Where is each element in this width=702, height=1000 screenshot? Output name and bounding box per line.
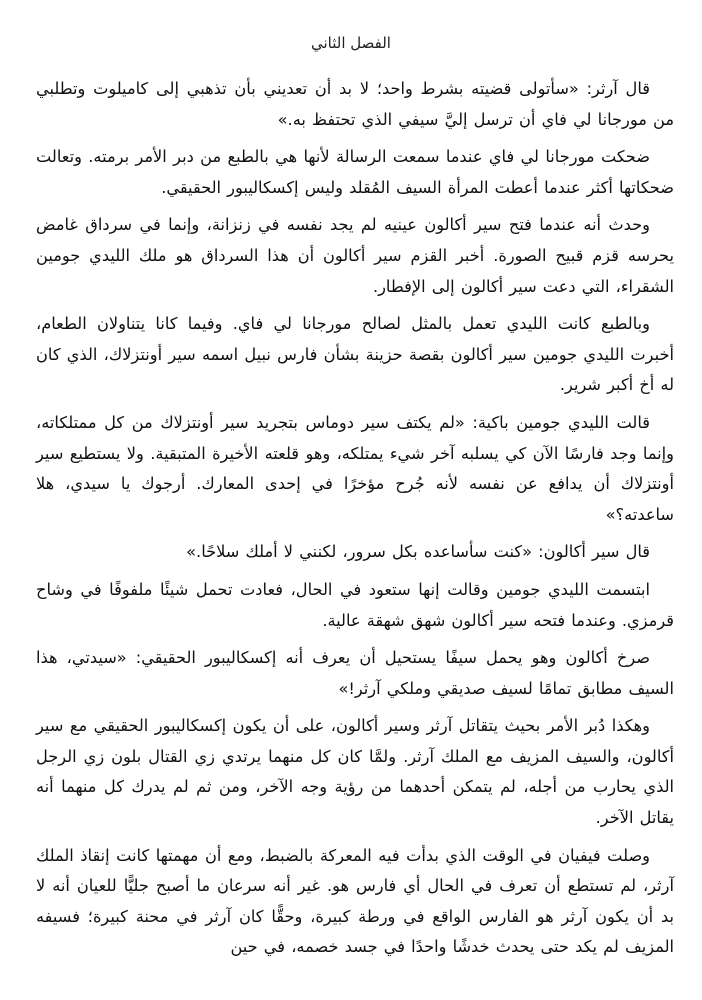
paragraph: ضحكت مورجانا لي فاي عندما سمعت الرسالة لأنها هي بالطبع من دبر الأمر برمته. وتعالت ضحكاتها أكثر عندما أعطت المرأة السيف المُقلد وليس إكسكاليبور الحقيقي.	[36, 147, 674, 197]
page-body	[36, 74, 674, 970]
chapter-title: الفصل الثاني	[311, 34, 391, 52]
paragraph: قال سير أكالون: «كنت سأساعده بكل سرور، لكنني لا أملك سلاحًا.»	[186, 542, 650, 562]
paragraph: صرخ أكالون وهو يحمل سيفًا يستحيل أن يعرف أنه إكسكاليبور الحقيقي: «سيدتي، هذا السيف مطابق تمامًا لسيف صديقي وملكي آرثر!»	[36, 648, 674, 698]
paragraph: وهكذا دُبر الأمر بحيث يتقاتل آرثر وسير أكالون، على أن يكون إكسكاليبور الحقيقي مع سير أكالون، والسيف المزيف مع الملك آرثر. ولمَّا كان كل منهما يرتدي زي القتال بلون زي الرجل الذي يحارب من أجله، لم يتمكن أحدهما من رؤية وجه الآخر، ومن ثم لم يدرك كل منهما أنه يقاتل الآخر.	[36, 716, 674, 828]
paragraph: وصلت فيفيان في الوقت الذي بدأت فيه المعركة بالضبط، ومع أن مهمتها كانت إنقاذ الملك آرثر، لم تستطع أن تعرف في الحال أي فارس هو. غير أنه سرعان ما أصبح جليًّا للعيان أنه لا بد أن يكون آرثر هو الفارس الواقع في ورطة كبيرة، وحقًّا كان آرثر في محنة كبيرة؛ فسيفه المزيف لم يكد حتى يحدث خدشًا واحدًا في جسد خصمه، في حين	[36, 845, 674, 957]
paragraph: قالت الليدي جومين باكية: «لم يكتف سير دوماس بتجريد سير أونتزلاك من كل ممتلكاته، وإنما وجد فارسًا الآن كي يسلبه آخر شيء يمتلكه، وهو قلعته الأخيرة المتبقية. ولا يستطيع سير أونتزلاك أن يدافع عن نفسه لأنه جُرح مؤخرًا في إحدى المعارك. أرجوك يا سيدي، هلا ساعدته؟»	[36, 412, 674, 524]
paragraph: قال آرثر: «سأتولى قضيته بشرط واحد؛ لا بد أن تعديني بأن تذهبي إلى كاميلوت وتطلبي من مورجانا لي فاي أن ترسل إليَّ سيفي الذي تحتفظ به.»	[36, 79, 674, 129]
paragraph: وبالطبع كانت الليدي تعمل بالمثل لصالح مورجانا لي فاي. وفيما كانا يتناولان الطعام، أخبرت الليدي جومين سير أكالون بقصة حزينة بشأن فارس نبيل اسمه سير أونتزلاك، الذي كان له أخ أكبر شرير.	[36, 314, 674, 395]
paragraph: وحدث أنه عندما فتح سير أكالون عينيه لم يجد نفسه في زنزانة، وإنما في سرداق غامض يحرسه قزم قبيح الصورة. أخبر القزم سير أكالون أن هذا السرداق هو ملك الليدي جومين الشقراء، التي دعت سير أكالون إلى الإفطار.	[36, 215, 674, 296]
paragraph: ابتسمت الليدي جومين وقالت إنها ستعود في الحال، فعادت تحمل شيئًا ملفوفًا في وشاح قرمزي. وعندما فتحه سير أكالون شهق شهقة عالية.	[36, 579, 674, 630]
